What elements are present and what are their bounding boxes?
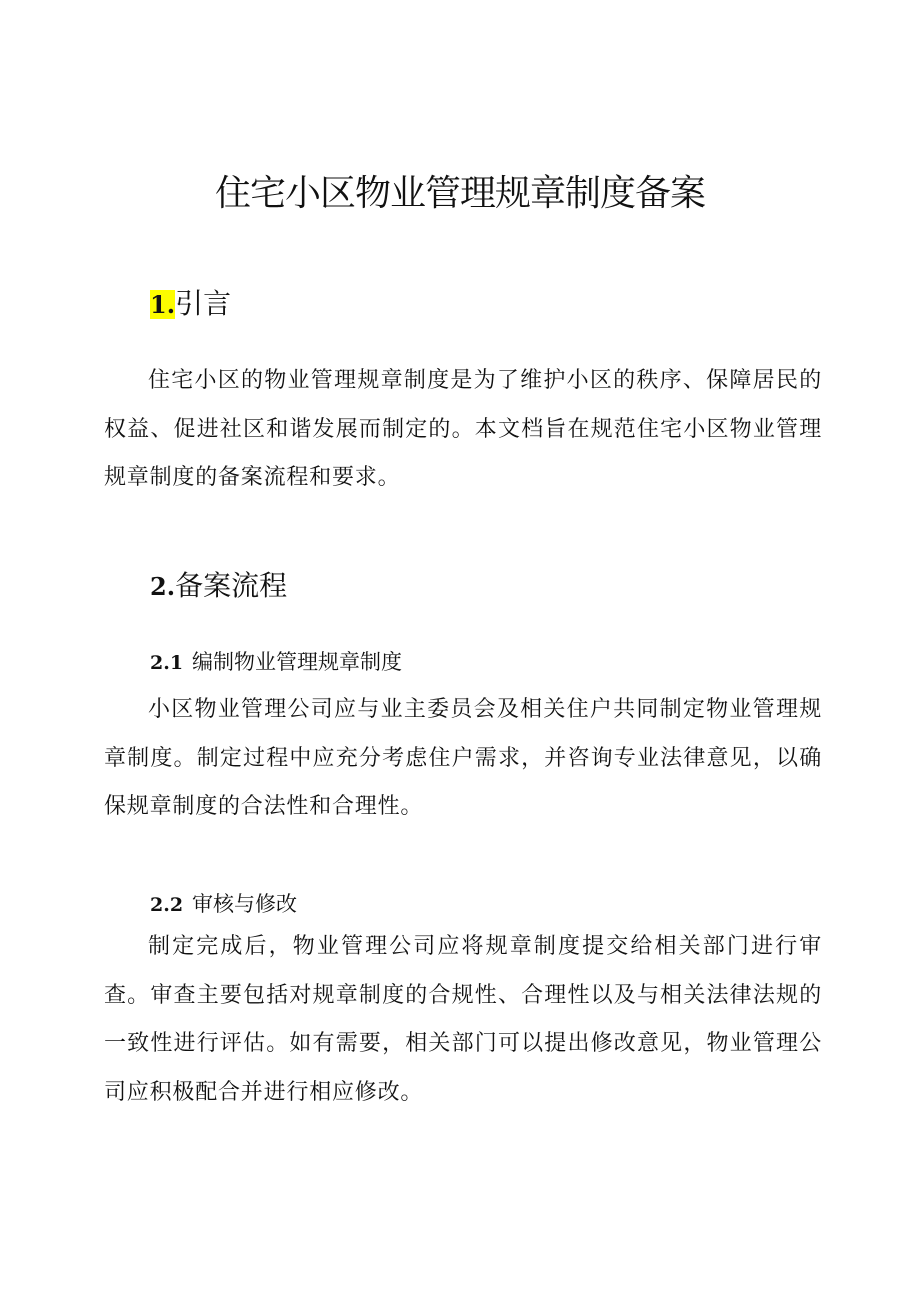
- subsection-heading-text: 审核与修改: [192, 892, 297, 916]
- section-number: 1.: [150, 290, 176, 319]
- subsection-heading-drafting: [150, 647, 402, 678]
- introduction-paragraph: 住宅小区的物业管理规章制度是为了维护小区的秩序、保障居民的权益、促进社区和谐发展而制定的。本文档旨在规范住宅小区物业管理规章制度的备案流程和要求。: [104, 368, 822, 490]
- section-heading-text: 备案流程: [175, 569, 288, 602]
- section-heading-filing-process: [150, 566, 287, 607]
- section-heading-introduction: [150, 284, 231, 325]
- section-heading-text: 引言: [175, 287, 232, 320]
- subsection-number: 2.1: [150, 652, 184, 674]
- document-title: 住宅小区物业管理规章制度备案: [214, 173, 705, 214]
- subsection-heading-text: 编制物业管理规章制度: [192, 650, 402, 674]
- section-number: 2.: [150, 572, 176, 601]
- review-paragraph: 制定完成后，物业管理公司应将规章制度提交给相关部门进行审查。审查主要包括对规章制度的合规性、合理性以及与相关法律法规的一致性进行评估。如有需要，相关部门可以提出修改意见，物业管理公司应积极配合并进行相应修改。: [104, 934, 822, 1105]
- subsection-heading-review: [150, 889, 297, 920]
- drafting-paragraph: 小区物业管理公司应与业主委员会及相关住户共同制定物业管理规章制度。制定过程中应充分考虑住户需求，并咨询专业法律意见，以确保规章制度的合法性和合理性。: [104, 697, 822, 819]
- subsection-number: 2.2: [150, 894, 184, 916]
